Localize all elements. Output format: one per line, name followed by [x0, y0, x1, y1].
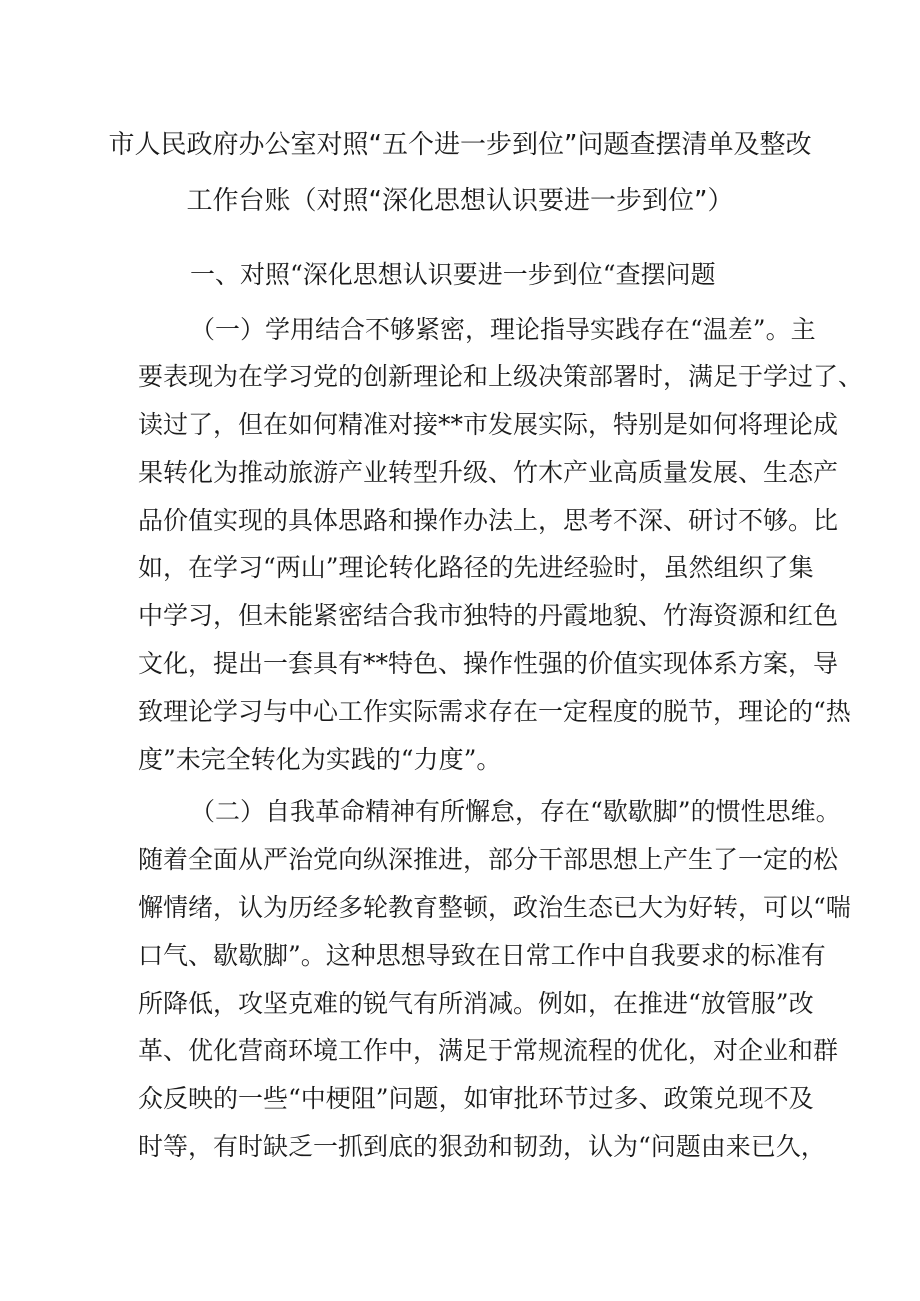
paragraph-1-line: 如，在学习“两山”理论转化路径的先进经验时，虽然组织了集 [138, 553, 814, 582]
paragraph-1-line: 要表现为在学习党的创新理论和上级决策部署时，满足于学过了、 [138, 362, 864, 391]
section-heading: 一、对照“深化思想认识要进一步到位“查摆问题 [190, 260, 716, 289]
paragraph-2-line: 时等，有时缺乏一抓到底的狠劲和韧劲，认为“问题由来已久， [138, 1132, 826, 1161]
paragraph-1-line: 品价值实现的具体思路和操作办法上，思考不深、研讨不够。比 [138, 506, 839, 535]
paragraph-1-line: 致理论学习与中心工作实际需求存在一定程度的脱节，理论的“热 [138, 697, 851, 726]
paragraph-2-line: 众反映的一些“中梗阻”问题，如审批环节过多、政策兑现不及 [138, 1084, 814, 1113]
paragraph-2-line: 懈情绪，认为历经多轮教育整顿，政治生态已大为好转，可以“喘 [138, 893, 851, 922]
paragraph-1-line: 度”未完全转化为实践的“力度”。 [138, 745, 502, 774]
paragraph-1-line: 文化，提出一套具有**特色、操作性强的价值实现体系方案，导 [138, 649, 839, 678]
paragraph-1-line: 读过了，但在如何精准对接**市发展实际，特别是如何将理论成 [138, 410, 839, 439]
paragraph-1-line: 果转化为推动旅游产业转型升级、竹木产业高质量发展、生态产 [138, 458, 839, 487]
paragraph-2-line: 口气、歇歇脚”。这种思想导致在日常工作中自我要求的标准有 [138, 941, 826, 970]
paragraph-1-line: （一）学用结合不够紧密，理论指导实践存在“温差”。主 [190, 315, 816, 344]
paragraph-1-line: 中学习，但未能紧密结合我市独特的丹霞地貌、竹海资源和红色 [138, 601, 839, 630]
paragraph-2-line: 随着全面从严治党向纵深推进，部分干部思想上产生了一定的松 [138, 845, 839, 874]
paragraph-2-line: 革、优化营商环境工作中，满足于常规流程的优化，对企业和群 [138, 1036, 839, 1065]
paragraph-2-line: （二）自我革命精神有所懈怠，存在“歇歇脚”的惯性思维。 [190, 797, 841, 826]
paragraph-2-line: 所降低，攻坚克难的锐气有所消减。例如，在推进“放管服”改 [138, 989, 814, 1018]
document-title-line-1: 市人民政府办公室对照“五个进一步到位”问题查摆清单及整改 [108, 130, 812, 160]
document-title-line-2: 工作台账（对照“深化思想认识要进一步到位”） [186, 186, 734, 216]
